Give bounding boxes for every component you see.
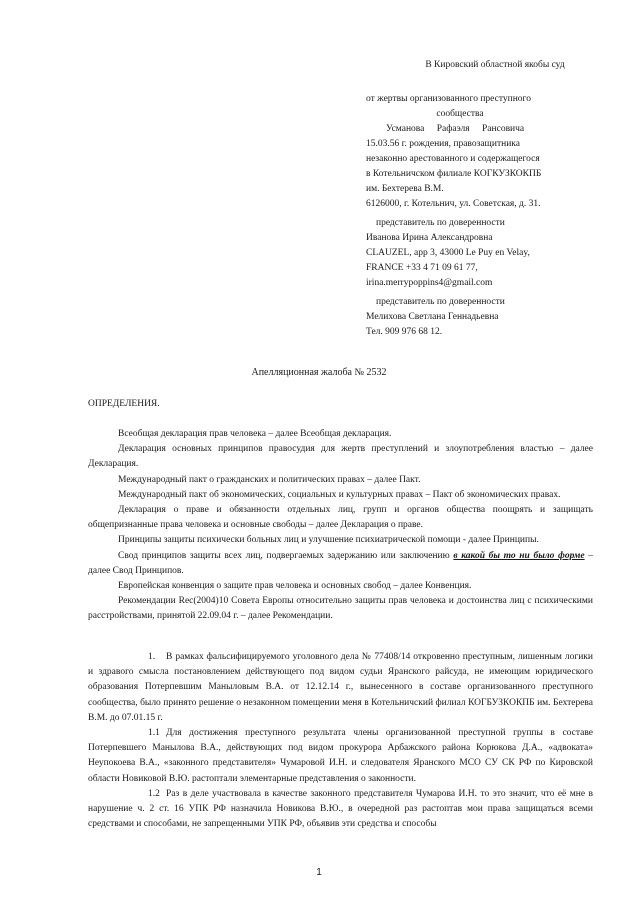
sender-line: незаконно арестованного и содержащегося [366,154,540,164]
numbered-paragraph [88,787,593,833]
sender-address: 6126000, г. Котельнич, ул. Советская, д. 31. [366,199,541,209]
rep-label: представитель по доверенности [376,297,505,307]
paragraph-number: 1.2 [148,788,160,799]
paragraph-number: 1. [148,652,156,662]
sender-block [366,92,604,212]
definition-item: Международный пакт о гражданских и политических правах – далее Пакт. [118,474,421,485]
paragraph-text: Раз в деле участвовала в качестве законного представителя Чумарова И.Н. то это значит, что её мне в нарушение ч. 2 ст. 16 УПК РФ назначила Новикова В.Ю., в очередной раз растоптав мои права защищаться всеми средствами и способами, не запрещенными УПК РФ, объявив эти средства и способы [88,788,593,830]
rep-email: irina.merrypoppins4@gmail.com [366,278,493,288]
svod-text: Свод принципов защиты всех лиц, подвергаемых задержанию или заключению [118,550,454,561]
rep-label: представитель по доверенности [376,218,505,228]
sender-line: 15.03.56 г. рождения, правозащитника [366,139,520,149]
representative-2 [366,295,604,340]
rep-phone: FRANCE +33 4 71 09 61 77, [366,263,478,273]
definition-item: Всеобщая декларация прав человека – далее Всеобщая декларация. [118,429,392,439]
sender-line: в Котельничском филиале КОГКУЗКОКПБ [366,169,542,179]
svod-tail: – далее Свод Принципов. [88,550,593,576]
representative-1 [366,216,604,291]
court-name: В Кировский областной якобы суд [425,60,565,70]
definition-item: Принципы защиты психически больных лиц и улучшение психиатрической помощи - далее Принципы. [118,535,539,546]
definitions-heading: ОПРЕДЕЛЕНИЯ. [88,399,160,409]
addressee-block [366,58,604,73]
rep-address: CLAUZEL, app 3, 43000 Le Puy en Velay, [366,248,530,258]
svod-emphasis: в какой бы то ни было форме [453,550,585,561]
definition-item: Европейская конвенция о защите прав человека и основных свобод – далее Конвенция. [118,581,472,592]
numbered-paragraph [88,650,593,726]
document-title: Апелляционная жалоба № 2532 [251,367,387,378]
appeal-paragraphs [88,650,593,832]
sender-line: сообщества [436,109,484,119]
rep-name: Иванова Ирина Александровна [366,233,493,243]
rep-phone: Тел. 909 976 68 12. [366,327,443,337]
paragraph-text: В рамках фальсифицируемого уголовного дела № 77408/14 откровенно преступным, лишенным логики и здравого смысла постановлением действующего под видом судьи Яранского райсуда, не имеющим юридического образования Потерпевшим Маныловым В.А. от 12.12.14 г., вынесенного в составе организованного преступного сообщества, было принято решение о незаконном помещении меня в Котельничский филиал КОГБУЗКОКПБ им. Бехтерева В.М. до 07.01.15 г. [88,652,593,723]
definition-item: Международный пакт об экономических, социальных и культурных правах – Пакт об экономических правах. [118,489,561,500]
definitions-list [88,427,593,625]
sender-line: им. Бехтерева В.М. [366,184,444,194]
paragraph-number: 1.1 [148,728,160,739]
paragraph-text: Для достижения преступного результата члены организованной преступной группы в составе Потерпевшего Манылова В.А., действующих под видом прокурора Арбажского района Корюкова Д.А., «адвоката» Неупокоева В.А., «законного представителя» Чумаровой И.Н. и следователя Яранского МСО СУ СК РФ по Кировской области Новиковой В.Ю. растоптали элементарные представления о законности. [88,728,593,784]
definition-item: Рекомендации Rec(2004)10 Совета Европы относительно защиты прав человека и достоинства лиц с психическими расстройствами, принятой 22.09.04 г. – далее Рекомендации. [88,596,593,622]
sender-name: Усманова Рафаэля Рансовича [386,124,525,134]
sender-line: от жертвы организованного преступного [366,94,531,104]
numbered-paragraph [88,726,593,787]
page-number: 1 [316,867,322,878]
definition-item: Декларация о праве и обязанности отдельных лиц, групп и органов общества поощрять и защищать общепризнанные права человека и основные свободы – далее Декларация о праве. [88,505,593,531]
definition-item-svod [88,549,593,579]
definition-item: Декларация основных принципов правосудия для жертв преступлений и злоупотребления властью – далее Декларация. [88,444,593,470]
rep-name: Мелихова Светлана Геннадьевна [366,312,499,322]
